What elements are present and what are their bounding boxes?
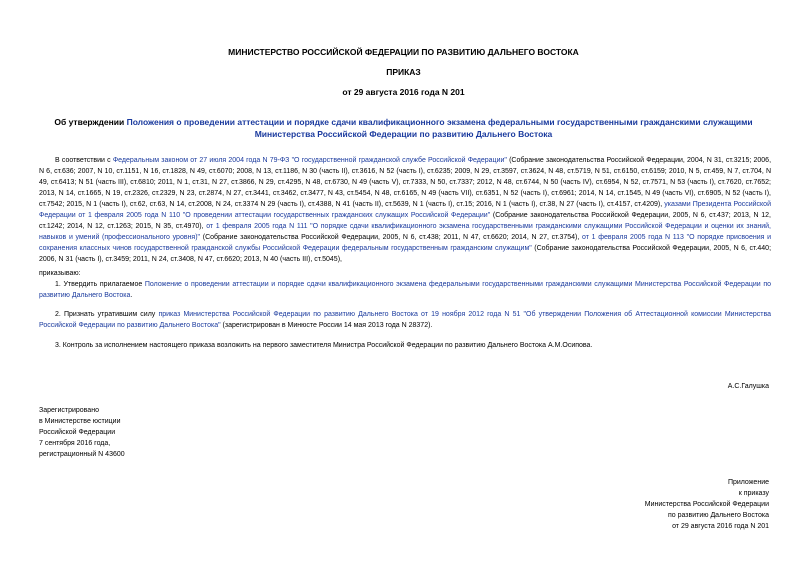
item-3: 3. Контроль за исполнением настоящего приказа возложить на первого заместителя Министра Российской Федерации по развитию Дальнего Востока А.М.Осипова. bbox=[55, 342, 593, 349]
appendix-block bbox=[645, 477, 769, 532]
preamble-text-1: В соответствии с bbox=[55, 157, 113, 164]
preamble-paragraph bbox=[39, 155, 771, 265]
appendix-line: по развитию Дальнего Востока bbox=[667, 512, 769, 519]
preamble-text-3: (Собрание законодательства Российской Федерации, 2005, N 6, ст.437; 2013, N 12, ст.1242; 2014, N 12, ст.1263; 2015, N 35, ст.4970), bbox=[39, 212, 771, 230]
title-link[interactable]: Положения о проведении аттестации и порядке сдачи квалификационного экзамена федеральными государственными гражданскими служащими Министерства Российской Федерации по развитию Дальнего Востока bbox=[126, 117, 753, 139]
appendix-line: к приказу bbox=[738, 490, 769, 497]
appendix-line: Министерства Российской Федерации bbox=[644, 501, 769, 508]
item-1-end: . bbox=[130, 292, 133, 299]
decree-111-link[interactable]: от 1 февраля 2005 года N 111 "О порядке сдачи квалификационного экзамена государственными гражданскими служащими Российской Федерации и оценки их знаний, навыков и умений (профессионального уровня)" bbox=[39, 223, 771, 241]
registration-line: регистрационный N 43600 bbox=[39, 451, 125, 458]
federal-law-link[interactable]: Федеральным законом от 27 июля 2004 года N 79-ФЗ "О государственной гражданской службе Российской Федерации" bbox=[112, 157, 507, 164]
regulation-link[interactable]: Положение о проведении аттестации и порядке сдачи квалификационного экзамена федеральными государственными гражданскими служащими Министерства Российской Федерации по развитию Дальнего Востока bbox=[39, 281, 771, 299]
preamble-text-4: (Собрание законодательства Российской Федерации, 2005, N 6, ст.438; 2011, N 47, ст.6620; 2014, N 27, ст.3754), bbox=[200, 234, 583, 241]
doc-date: от 29 августа 2016 года N 201 bbox=[342, 87, 465, 97]
document-title bbox=[33, 116, 774, 140]
decree-113-link[interactable]: от 1 февраля 2005 года N 113 "О порядке присвоения и сохранения классных чинов государственной гражданской службы Российской Федерации федеральным государственным гражданским служащим" bbox=[39, 234, 772, 252]
item-1-text: 1. Утвердить прилагаемое bbox=[55, 281, 145, 288]
item-2-text: 2. Признать утратившим силу bbox=[55, 311, 159, 318]
title-prefix: Об утверждении bbox=[54, 117, 127, 127]
registration-line: Российской Федерации bbox=[39, 429, 116, 436]
decree-110-link[interactable]: указами Президента Российской Федерации от 1 февраля 2005 года N 110 "О проведении аттестации государственных гражданских служащих Российской Федерации" bbox=[39, 201, 771, 219]
registration-line: Зарегистрировано bbox=[39, 407, 99, 414]
item-2-end: (зарегистрирован в Минюсте России 14 мая 2013 года N 28372). bbox=[220, 322, 433, 329]
appendix-line: Приложение bbox=[727, 479, 769, 486]
preamble-text-5: (Собрание законодательства Российской Федерации, 2005, N 6, ст.440; 2006, N 31 (часть I), ст.3459; 2011, N 24, ст.3408, N 47, ст.6620; 2013, N 40 (часть III), ст.5045), bbox=[39, 245, 772, 263]
registration-block bbox=[39, 405, 125, 460]
registration-line: 7 сентября 2016 года, bbox=[39, 440, 111, 447]
item-1 bbox=[39, 279, 771, 301]
appendix-line: от 29 августа 2016 года N 201 bbox=[672, 523, 769, 530]
ministry-title: МИНИСТЕРСТВО РОССИЙСКОЙ ФЕДЕРАЦИИ ПО РАЗВИТИЮ ДАЛЬНЕГО ВОСТОКА bbox=[228, 47, 579, 57]
item-2 bbox=[39, 309, 771, 331]
signature: А.С.Галушка bbox=[727, 383, 769, 390]
doc-type: ПРИКАЗ bbox=[386, 67, 421, 77]
order-word: приказываю: bbox=[39, 270, 81, 277]
registration-line: в Министерстве юстиции bbox=[39, 418, 121, 425]
order-51-link[interactable]: приказ Министерства Российской Федерации по развитию Дальнего Востока от 19 ноября 2012 года N 51 "Об утверждении Положения об Аттестационной комиссии Министерства Российской Федерации по развитию Дальнего Востока" bbox=[39, 311, 771, 329]
preamble-text-2: (Собрание законодательства Российской Федерации, 2004, N 31, ст.3215; 2006, N 6, ст.636; 2007, N 10, ст.1151, N 16, ст.1828, N 49, ст.6070; 2008, N 13, ст.1186, N 30 (часть II), ст.3616, N 52 (часть I), ст.6235; 2009, N 29, ст.3597, ст.3624, N 48, ст.5719, N 51, ст.6150, ст.6159; 2010, N 5, ст.459, N 7, ст.704, N 49, ст.6413; N 51 (часть III), ст.6810; 2011, N 1, ст.31, N 27, ст.3866, N 29, ст.4295, N 48, ст.6730, N 49 (часть V), ст.7333, N 50, ст.7337; 2012, N 48, ст.6744, N 50 (часть IV), ст.6954, N 52, ст.7571, N 53 (часть I), ст.7620, ст.7652; 2013, N 14, ст.1665, N 19, ст.2326, ст.2329, N 23, ст.2874, N 27, ст.3441, ст.3462, ст.3477, N 43, ст.5454, N 48, ст.6165, N 49 (часть VII), ст.6351, N 52 (часть I), ст.6961; 2014, N 14, ст.1545, N 49 (часть VI), ст.6905, N 52 (часть I), ст.7542; 2015, N 1 (часть I), ст.62, ст.63, N 14, ст.2008, N 24, ст.3374 N 29 (часть I), ст.4388, N 41 (часть II), ст.5639, N 1 (часть I), ст.15; 2016, N 1 (часть I), ст.38, N 27 (часть I), ст.4157, ст.4209), bbox=[39, 157, 772, 208]
